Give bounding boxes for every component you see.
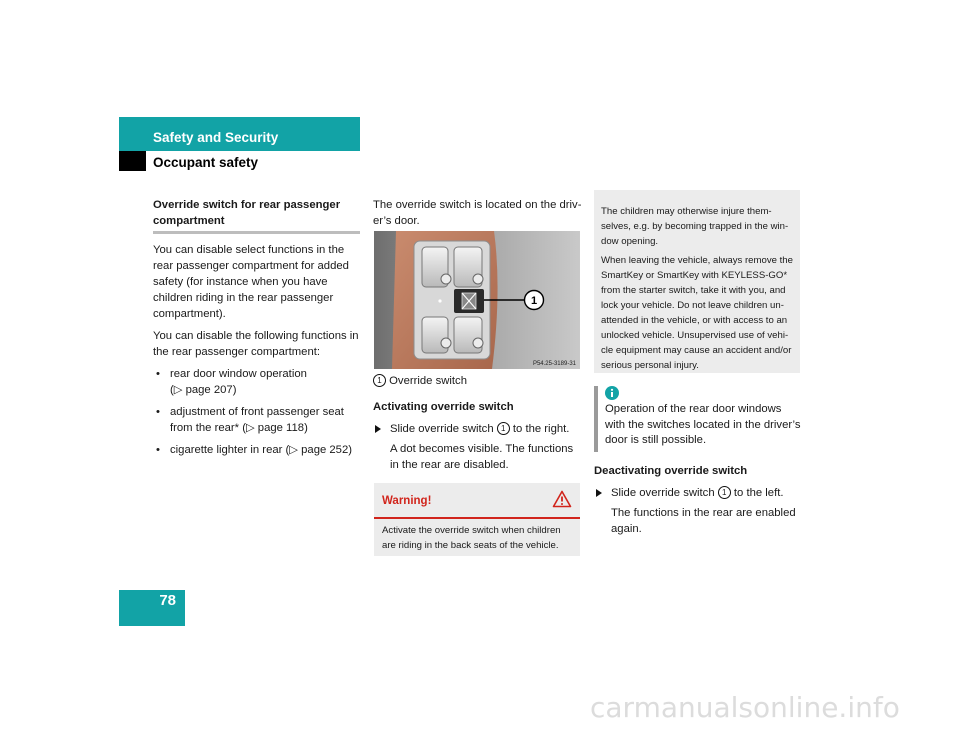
activate-heading: Activating override switch bbox=[373, 401, 514, 413]
middle-steps bbox=[373, 373, 583, 473]
override-heading: Override switch for rear passenger compartment bbox=[153, 197, 360, 234]
info-bar bbox=[594, 386, 598, 452]
list-item: • adjustment of front passenger seat from the rear* (▷ page 118) bbox=[153, 404, 360, 436]
watermark: carmanualsonline.info bbox=[590, 691, 900, 724]
left-column bbox=[153, 197, 360, 464]
photo-code: P54.25-3189-31 bbox=[532, 361, 576, 367]
deactivate-step: Slide override switch 1 to the left. bbox=[594, 485, 804, 501]
warning-title: Warning! bbox=[382, 495, 432, 507]
right-steps bbox=[594, 463, 804, 537]
activate-result: A dot becomes visible. The functions in the rear are disabled. bbox=[390, 443, 574, 471]
warning-box bbox=[374, 483, 580, 556]
activate-step: Slide override switch 1 to the right. bbox=[373, 421, 583, 437]
photo-callout: 1 bbox=[530, 295, 538, 307]
section-title: Safety and Security bbox=[153, 130, 279, 145]
functions-paragraph: You can disable the following functions in the rear passenger compartment: bbox=[153, 330, 359, 358]
subsection-title: Occupant safety bbox=[153, 155, 259, 170]
intro-paragraph: You can disable select functions in the rear passenger compartment for added safety (for instance when you have children riding in the rear passenger compartment). bbox=[153, 244, 349, 320]
list-item: • rear door window operation (▷ page 207) bbox=[153, 366, 360, 398]
photo-caption: 1 Override switch bbox=[373, 373, 583, 389]
warning-continuation-1: The children may otherwise injure them-selves, e.g. by becoming trapped in the win-dow opening. bbox=[601, 206, 789, 247]
info-note bbox=[594, 383, 800, 451]
info-text: Operation of the rear door windows with the switches located in the driver’s door is still possible. bbox=[605, 403, 801, 446]
deactivate-heading: Deactivating override switch bbox=[594, 465, 748, 477]
location-text: The override switch is located on the driv-er’s door. bbox=[373, 199, 582, 227]
page-number: 78 bbox=[159, 592, 176, 609]
deactivate-result: The functions in the rear are enabled again. bbox=[611, 507, 796, 535]
subsection-marker bbox=[119, 151, 146, 171]
middle-intro bbox=[373, 197, 583, 235]
warning-text: Activate the override switch when children are riding in the back seats of the vehicle. bbox=[382, 525, 561, 551]
list-item: • cigarette lighter in rear (▷ page 252) bbox=[153, 442, 360, 458]
functions-list bbox=[153, 366, 360, 458]
warning-continuation-2: When leaving the vehicle, always remove the SmartKey or SmartKey with KEYLESS-GO* from the starter switch, take it with you, and lock your vehicle. Do not leave children un-attended in the vehicle, or with access to an unlocked vehicle. Unsupervised use of vehi-cle equipment may cause an accident and/or serious personal injury. bbox=[601, 255, 793, 371]
door-switch-photo bbox=[374, 231, 580, 369]
warning-continuation-box bbox=[594, 190, 800, 373]
warning-triangle-icon bbox=[552, 490, 572, 513]
warning-divider bbox=[374, 517, 580, 519]
